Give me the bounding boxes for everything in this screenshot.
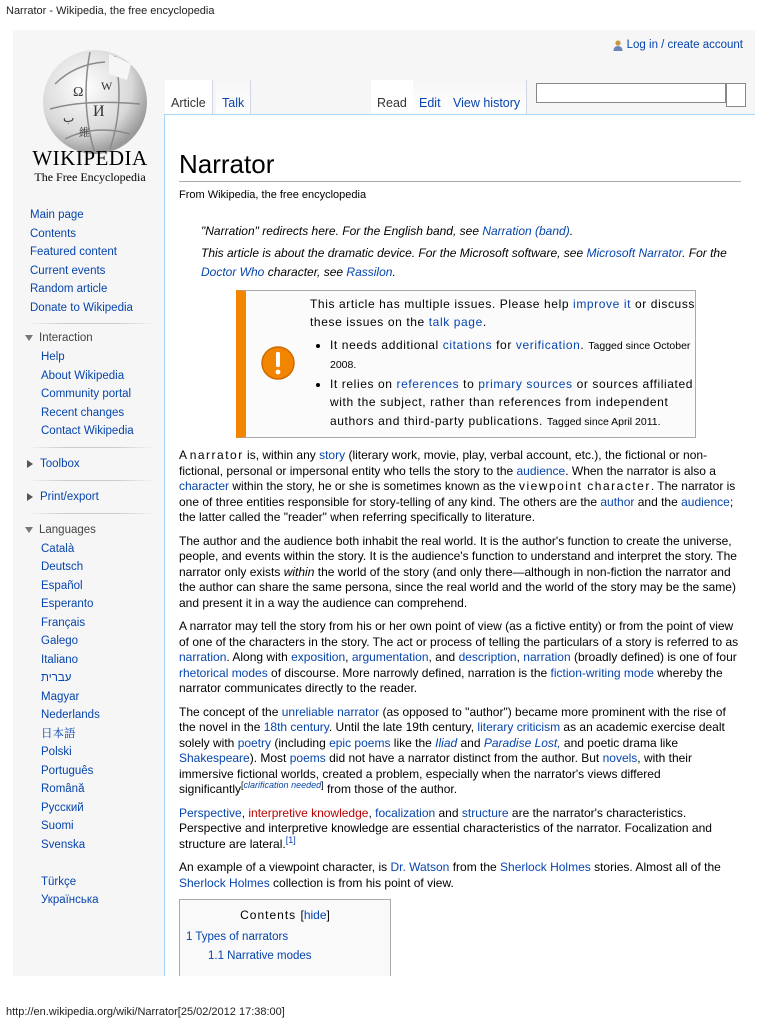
article-content [164,114,755,976]
lang-link[interactable]: Українська [41,894,99,906]
divider [27,447,155,448]
link[interactable]: improve it [573,296,632,311]
lang-link[interactable]: Română [41,783,85,795]
lang-link[interactable]: Suomi [41,820,74,832]
portal-interaction [13,328,163,441]
link[interactable]: Rassilon [346,264,393,279]
portal-print-toggle[interactable]: Print/export [13,487,163,507]
paragraph: Perspective, interpretive knowledge, focalization and structure are the narrator's characteristics. Perspective and interpretive knowledge are essential characteristics of the narrator. Focalization and structure are lateral.[1] [179,805,712,851]
nav-random-article[interactable]: Random article [30,283,108,295]
link[interactable]: structure [461,805,509,820]
toc-item[interactable]: 1.1 Narrative modes [208,950,312,962]
link[interactable]: audience [681,494,730,509]
link[interactable]: poems [289,751,326,765]
paragraph: A narrator may tell the story from his or her own point of view (as a fictive entity) or from the point of view of one of the characters in the story. The act or process of telling the particulars of a story is referred to as narration. Along with exposition, argumentation, and description, narration (broadly defined) is one of four rhetorical modes of discourse. More narrowly defined, narration is the fiction-writing mode whereby the narrator communicates directly to the reader. [179,619,739,695]
lang-link[interactable]: Català [41,542,75,555]
paragraph: The author and the audience both inhabit the real world. It is the author's function to create the universe, people, and events within the story. It is the audience's function to understand and interpret the story. The narrator only exists within the world of the story (and only there—although in non-fiction the narrator and the author can share the same persona, since the real world and the world of the story may be the same) and present it in a way the audience can comprehend. [179,533,737,610]
link[interactable]: literary criticism [477,720,561,734]
toc-hide-link[interactable]: hide [303,908,327,922]
site-subtitle: From Wikipedia, the free encyclopedia [179,189,367,201]
link[interactable]: Microsoft Narrator [586,245,683,260]
nav-recent-changes[interactable]: Recent changes [41,406,125,419]
user-icon [613,40,623,51]
link[interactable]: Shakespeare [179,751,250,765]
triangle-right-icon [27,460,33,468]
personal-tools [613,39,743,51]
tab-view-history[interactable]: View history [447,80,527,114]
page-title: Narrator [179,149,741,182]
triangle-right-icon [27,493,33,501]
divider [27,323,155,324]
link[interactable]: author [600,494,635,509]
lang-link[interactable]: עברית [41,672,72,684]
red-link[interactable]: interpretive knowledge [248,805,369,820]
link[interactable]: unreliable narrator [281,704,380,719]
portal-interaction-toggle[interactable]: Interaction [13,328,163,348]
link[interactable]: primary sources [478,376,573,391]
warning-icon-cell [246,295,310,432]
divider [27,513,155,514]
lang-link[interactable]: Esperanto [41,598,94,610]
link[interactable]: 18th century [263,720,329,734]
link[interactable]: verification [515,337,581,352]
paragraph: The concept of the unreliable narrator (as opposed to "author") became more prominent with the rise of the novel in the 18th century. Until the late 19th century, literary criticism as an academic exercise dealt solely with poetry (including epic poems like the Iliad and Paradise Lost, and poetic drama like Shakespeare). Most poems did not have a narrator distinct from the author. But novels, with their immersive fictional worlds, created a problem, especially when the narrator's views differed significantly[clarification needed] from those of the author. [179,704,726,796]
portal-toolbox [13,454,163,474]
toc-item[interactable]: 1 Types of narrators [186,930,289,943]
lang-link[interactable]: Español [41,579,83,592]
link[interactable]: rhetorical modes [179,665,268,680]
lang-link[interactable]: Français [41,616,86,629]
search-button[interactable] [726,83,746,107]
tab-talk[interactable]: Talk [216,80,251,114]
nav-about[interactable]: About Wikipedia [41,369,125,382]
nav-current-events[interactable]: Current events [30,264,106,277]
link[interactable]: narration [179,650,227,664]
svg-text:W: W [101,79,113,93]
multiple-issues-box [236,290,696,439]
lang-link[interactable]: Polski [41,746,72,758]
window-title: Narrator - Wikipedia, the free encyclopedia [6,5,215,17]
link[interactable]: fiction-writing mode [550,665,654,680]
link[interactable]: character [179,479,230,493]
link[interactable]: Paradise Lost, [483,735,561,750]
wikipedia-wordmark[interactable] [15,146,165,185]
svg-text:ب: ب [63,111,75,125]
nav-featured-content[interactable]: Featured content [30,246,117,258]
svg-text:Ω: Ω [73,85,84,100]
hatnote: "Narration" redirects here. For the English band, see Narration (band). [201,223,574,238]
triangle-down-icon [25,527,33,533]
wikipedia-page [13,30,755,976]
paragraph: An example of a viewpoint character, is Dr. Watson from the Sherlock Holmes stories. Almost all of the Sherlock Holmes collection is from his point of view. [179,860,721,890]
search-input[interactable] [536,83,726,103]
divider [27,480,155,481]
triangle-down-icon [25,335,33,341]
issue-item: • It needs additional citations for verification. Tagged since October 2008. [330,336,695,375]
nav-donate[interactable]: Donate to Wikipedia [30,301,133,314]
portal-languages-toggle[interactable]: Languages [13,520,163,540]
sidebar [13,206,163,910]
wordmark-name: WIKIPEDIA [32,146,148,170]
link[interactable]: Iliad [435,735,458,750]
reference-link[interactable]: [1] [285,834,296,845]
link[interactable]: citations [442,337,493,352]
link[interactable]: references [396,376,460,391]
nav-contents[interactable]: Contents [30,227,77,240]
lang-link[interactable]: Italiano [41,653,79,666]
lang-link[interactable]: Türkçe [41,875,77,888]
nav-community-portal[interactable]: Community portal [41,388,132,400]
portal-print [13,487,163,507]
issues-text: This article has multiple issues. Please help improve it or discuss these issues on the talk page. • It needs additional citations for verification. Tagged since October 2008. • It relies on references to primary sources or sources affiliated with the subject, rather than references from independent authors and third-party publications. Tagged since April 2011. [310,295,695,432]
link[interactable]: focalization [375,805,436,820]
link[interactable]: talk page [428,315,483,329]
toc-title: Contents [hide] [240,908,330,922]
link[interactable]: description [458,650,517,664]
nav-main-page[interactable]: Main page [30,209,84,221]
lang-link[interactable] [13,854,163,873]
portal-languages [13,520,163,910]
login-link[interactable]: Log in / create account [626,39,743,51]
link[interactable]: narration [523,650,571,664]
wordmark-tagline: The Free Encyclopedia [34,170,146,184]
table-of-contents [179,899,391,976]
tab-edit[interactable]: Edit [413,80,448,114]
lang-link[interactable]: Svenska [41,838,86,851]
link[interactable]: novels [602,751,638,765]
lang-link[interactable]: Nederlands [41,709,100,721]
footer-url: http://en.wikipedia.org/wiki/Narrator[25/02/2012 17:38:00] [6,1006,285,1018]
hatnote: This article is about the dramatic device. For the Microsoft software, see Microsoft Narrator. For the Doctor Who character, see Rassilon. [201,245,727,279]
lang-link[interactable]: Magyar [41,690,80,703]
nav-contact[interactable]: Contact Wikipedia [41,425,134,437]
link[interactable]: epic poems [329,735,391,750]
clarification-needed-link[interactable]: clarification needed [243,780,322,790]
link[interactable]: Doctor Who [201,264,265,279]
lang-link[interactable]: 日本語 [41,727,76,740]
link[interactable]: argumentation [351,650,429,664]
link[interactable]: Sherlock Holmes [179,875,270,890]
paragraph: A narrator is, within any story (literary work, movie, play, verbal account, etc.), the fictional or non-fictional, personal or impersonal entity who tells the story to the audience. When the narrator is also a character within the story, he or she is sometimes known as the viewpoint character. The narrator is one of three entities responsible for story-telling of any kind. The others are the author and the audience; the latter called the "reader" when referring specifically to literature. [179,448,736,524]
link[interactable]: Narration (band) [482,223,570,238]
svg-text:И: И [93,103,105,120]
link[interactable]: exposition [291,650,346,664]
link[interactable]: Dr. Watson [390,860,450,874]
tab-read[interactable]: Read [371,80,414,114]
lang-link[interactable]: Deutsch [41,561,84,573]
link[interactable]: Perspective [179,805,242,820]
svg-text:維: 維 [79,126,90,139]
nav-main [13,206,163,317]
issue-item: • It relies on references to primary sources or sources affiliated with the subject, rather than references from independent authors and third-party publications. Tagged since April 2011. [330,375,695,432]
tab-article[interactable]: Article [165,80,213,114]
link[interactable]: story [319,448,346,462]
lang-link[interactable]: Galego [41,635,79,647]
portal-toolbox-toggle[interactable]: Toolbox [13,454,163,474]
link[interactable]: Sherlock Holmes [500,860,591,874]
lang-link[interactable]: Русский [41,801,84,814]
warning-icon [260,345,296,381]
link[interactable]: poetry [237,735,272,750]
link[interactable]: audience [516,463,566,478]
nav-help[interactable]: Help [41,351,65,363]
lang-link[interactable]: Português [41,764,94,777]
